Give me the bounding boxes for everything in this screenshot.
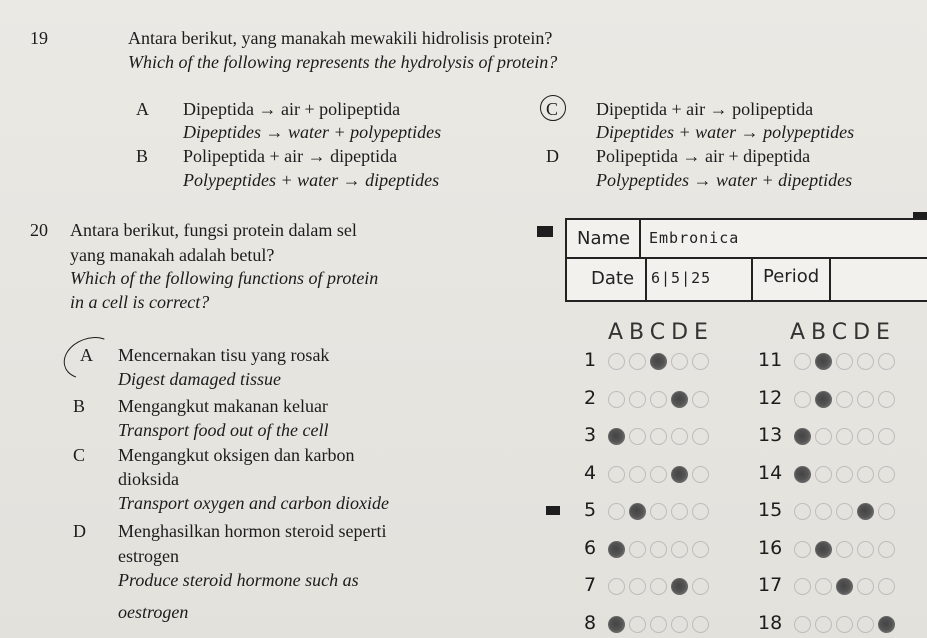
answer-bubble-a[interactable] — [608, 503, 625, 520]
q20-question-ms-line2: yang manakah adalah betul? — [70, 245, 275, 265]
answer-sheet-header — [565, 218, 927, 302]
answer-bubble-d[interactable] — [671, 391, 688, 408]
answer-bubble-d[interactable] — [857, 391, 874, 408]
answer-bubble-c[interactable] — [836, 541, 853, 558]
q19-option-b-letter[interactable]: B — [136, 146, 149, 166]
period-label: Period — [763, 266, 820, 287]
answer-bubble-a[interactable] — [608, 578, 625, 595]
q19-option-c-ms: Dipeptida + air → polipeptida — [596, 99, 814, 119]
answer-bubble-d[interactable] — [671, 578, 688, 595]
date-label: Date — [591, 268, 635, 289]
q19-question-ms: Antara berikut, yang manakah mewakili hidrolisis protein? — [128, 28, 553, 48]
answer-bubble-b[interactable] — [815, 503, 832, 520]
question-number-label: 2 — [584, 386, 597, 409]
answer-bubble-b[interactable] — [815, 578, 832, 595]
q19-option-b-en: Polypeptides + water → dipeptides — [183, 170, 440, 190]
answer-bubble-c[interactable] — [836, 353, 853, 370]
question-number-label: 13 — [758, 424, 783, 446]
q19-option-a-letter[interactable]: A — [136, 99, 149, 119]
answer-bubble-a[interactable] — [608, 616, 625, 633]
answer-bubble-a[interactable] — [794, 541, 811, 558]
answer-bubble-c[interactable] — [836, 428, 853, 445]
answer-bubble-e[interactable] — [878, 353, 895, 370]
answer-bubble-a[interactable] — [794, 503, 811, 520]
question-number-label: 6 — [584, 536, 597, 559]
answer-bubble-a[interactable] — [608, 541, 625, 558]
question-number-label: 3 — [584, 424, 597, 446]
answer-bubble-b[interactable] — [629, 578, 646, 595]
answer-bubble-d[interactable] — [671, 466, 688, 483]
q20-option-c-ms-line2: dioksida — [118, 469, 179, 489]
q20-number: 20 — [30, 220, 48, 240]
answer-bubble-b[interactable] — [629, 466, 646, 483]
q19-question-en: Which of the following represents the hydrolysis of protein? — [128, 52, 558, 72]
answer-bubble-a[interactable] — [608, 353, 625, 370]
answer-bubble-a[interactable] — [794, 391, 811, 408]
name-row — [567, 220, 927, 259]
answer-bubble-c[interactable] — [836, 616, 853, 633]
period-field[interactable] — [831, 259, 927, 300]
question-number-label: 15 — [758, 499, 783, 521]
question-number-label: 7 — [584, 574, 597, 596]
question-number-label: 12 — [758, 386, 783, 409]
answer-bubble-d[interactable] — [857, 428, 874, 445]
divider — [639, 220, 641, 257]
answer-bubble-d[interactable] — [671, 353, 688, 370]
q20-option-c-ms-line1: Mengangkut oksigen dan karbon — [118, 445, 355, 465]
column-header-left: ABCDE — [608, 320, 714, 345]
q20-option-c-en: Transport oxygen and carbon dioxide — [118, 493, 389, 513]
answer-bubble-a[interactable] — [794, 578, 811, 595]
date-row — [567, 259, 927, 300]
answer-bubble-e[interactable] — [692, 503, 709, 520]
q20-question-ms-line1: Antara berikut, fungsi protein dalam sel — [70, 220, 357, 240]
answer-bubble-b[interactable] — [815, 353, 832, 370]
q20-option-d-en-line1: Produce steroid hormone such as — [118, 570, 359, 590]
answer-bubble-b[interactable] — [629, 353, 646, 370]
question-number-label: 8 — [584, 611, 597, 634]
answer-bubble-e[interactable] — [692, 616, 709, 633]
answer-bubble-e[interactable] — [692, 541, 709, 558]
question-number-label: 18 — [758, 611, 783, 634]
answer-bubble-c[interactable] — [650, 466, 667, 483]
q20-question-en-line1: Which of the following functions of protein — [70, 268, 379, 288]
answer-bubble-b[interactable] — [629, 503, 646, 520]
answer-bubble-e[interactable] — [692, 428, 709, 445]
answer-bubble-c[interactable] — [650, 503, 667, 520]
answer-bubble-a[interactable] — [608, 466, 625, 483]
answer-bubble-c[interactable] — [836, 466, 853, 483]
q20-option-d-ms-line2: estrogen — [118, 546, 179, 566]
answer-bubble-a[interactable] — [794, 466, 811, 483]
q20-option-a-ms: Mencernakan tisu yang rosak — [118, 345, 330, 365]
column-header-right: ABCDE — [790, 320, 896, 345]
question-number-label: 14 — [758, 461, 783, 484]
answer-bubble-a[interactable] — [608, 428, 625, 445]
q20-option-a-letter[interactable]: A — [80, 345, 93, 365]
q19-option-c-en: Dipeptides + water → polypeptides — [596, 122, 855, 142]
q19-option-b-ms: Polipeptida + air → dipeptida — [183, 146, 398, 166]
answer-bubble-d[interactable] — [671, 616, 688, 633]
answer-bubble-c[interactable] — [650, 541, 667, 558]
answer-bubble-d[interactable] — [857, 353, 874, 370]
q20-question-en-line2: in a cell is correct? — [70, 292, 210, 312]
q19-option-d-en: Polypeptides → water + dipeptides — [596, 170, 853, 190]
answer-bubble-e[interactable] — [878, 541, 895, 558]
answer-bubble-a[interactable] — [794, 428, 811, 445]
answer-bubble-c[interactable] — [836, 503, 853, 520]
timing-mark — [546, 506, 560, 515]
answer-bubble-e[interactable] — [878, 391, 895, 408]
q20-option-d-en-line2: oestrogen — [118, 602, 189, 622]
q19-option-d-ms: Polipeptida → air + dipeptida — [596, 146, 811, 166]
q20-option-b-en: Transport food out of the cell — [118, 420, 329, 440]
q20-option-c-letter[interactable]: C — [73, 445, 86, 465]
answer-bubble-c[interactable] — [836, 578, 853, 595]
answer-bubble-c[interactable] — [650, 428, 667, 445]
q20-option-d-ms-line1: Menghasilkan hormon steroid seperti — [118, 521, 387, 541]
question-number-label: 16 — [758, 536, 783, 559]
answer-bubble-b[interactable] — [629, 428, 646, 445]
answer-bubble-c[interactable] — [650, 578, 667, 595]
answer-bubble-e[interactable] — [692, 391, 709, 408]
question-number-label: 4 — [584, 461, 597, 484]
answer-bubble-c[interactable] — [650, 391, 667, 408]
q19-option-a-en: Dipeptides → water + polypeptides — [183, 122, 442, 142]
answer-bubble-b[interactable] — [629, 391, 646, 408]
answer-bubble-e[interactable] — [878, 503, 895, 520]
answer-bubble-a[interactable] — [794, 353, 811, 370]
answer-bubble-e[interactable] — [692, 353, 709, 370]
answer-bubble-e[interactable] — [878, 428, 895, 445]
answer-bubble-d[interactable] — [857, 616, 874, 633]
date-field[interactable]: 6|5|25 — [651, 269, 712, 287]
q19-option-c-letter[interactable]: C — [546, 99, 559, 119]
q20-option-a-en: Digest damaged tissue — [118, 369, 281, 389]
answer-bubble-e[interactable] — [692, 466, 709, 483]
question-number-label: 17 — [758, 574, 783, 596]
divider — [645, 259, 647, 300]
answer-bubble-d[interactable] — [857, 503, 874, 520]
answer-bubble-b[interactable] — [815, 541, 832, 558]
question-number-label: 1 — [584, 349, 597, 371]
answer-bubble-b[interactable] — [629, 541, 646, 558]
answer-bubble-c[interactable] — [650, 353, 667, 370]
answer-bubble-c[interactable] — [836, 391, 853, 408]
answer-bubble-d[interactable] — [671, 541, 688, 558]
answer-bubble-b[interactable] — [815, 428, 832, 445]
q20-option-b-ms: Mengangkut makanan keluar — [118, 396, 328, 416]
answer-bubble-b[interactable] — [815, 466, 832, 483]
answer-bubble-e[interactable] — [878, 466, 895, 483]
answer-bubble-d[interactable] — [857, 578, 874, 595]
answer-bubble-d[interactable] — [671, 428, 688, 445]
answer-bubble-b[interactable] — [815, 616, 832, 633]
timing-mark — [537, 226, 553, 237]
answer-bubble-c[interactable] — [650, 616, 667, 633]
q19-option-d-letter[interactable]: D — [546, 146, 559, 166]
answer-bubble-b[interactable] — [815, 391, 832, 408]
answer-bubble-a[interactable] — [794, 616, 811, 633]
name-field[interactable]: Embronica — [649, 229, 740, 247]
q19-number: 19 — [30, 28, 48, 48]
answer-bubble-d[interactable] — [857, 466, 874, 483]
answer-bubble-e[interactable] — [878, 578, 895, 595]
answer-bubble-a[interactable] — [608, 391, 625, 408]
q20-option-d-letter[interactable]: D — [73, 521, 86, 541]
q20-option-b-letter[interactable]: B — [73, 396, 86, 416]
answer-bubble-d[interactable] — [671, 503, 688, 520]
answer-bubble-b[interactable] — [629, 616, 646, 633]
q19-option-a-ms: Dipeptida → air + polipeptida — [183, 99, 401, 119]
name-label: Name — [577, 228, 631, 249]
divider — [751, 259, 753, 300]
question-number-label: 11 — [758, 349, 783, 371]
question-number-label: 5 — [584, 499, 597, 521]
answer-bubble-e[interactable] — [878, 616, 895, 633]
answer-bubble-e[interactable] — [692, 578, 709, 595]
answer-bubble-d[interactable] — [857, 541, 874, 558]
